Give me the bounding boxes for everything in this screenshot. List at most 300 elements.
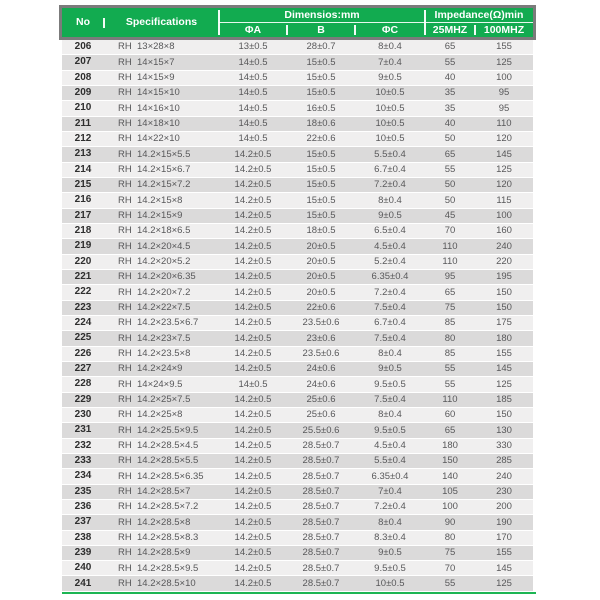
cell-impedance-25mhz: 85	[444, 317, 456, 329]
cell-phi-a: 14.2±0.5	[234, 439, 272, 451]
cell-impedance-25mhz: 110	[442, 256, 458, 267]
cell-b: 20±0.5	[306, 240, 336, 252]
cell-phi-c: 7.5±0.4	[374, 393, 406, 405]
table-row	[62, 224, 533, 239]
table-row	[62, 193, 533, 208]
cell-impedance-100mhz: 240	[496, 240, 512, 252]
cell-b: 28±0.7	[306, 41, 336, 53]
cell-impedance-100mhz: 120	[496, 133, 512, 145]
cell-specification: RH 14×16×10	[118, 102, 180, 114]
cell-b: 20±0.5	[306, 271, 336, 283]
cell-b: 28.5±0.7	[302, 516, 340, 528]
cell-phi-a: 14.2±0.5	[234, 347, 272, 359]
cell-impedance-100mhz: 95	[498, 87, 510, 99]
cell-phi-a: 14.2±0.5	[234, 271, 272, 283]
cell-impedance-100mhz: 155	[496, 41, 512, 53]
cell-specification: RH 14.2×28.5×8	[118, 516, 191, 528]
cell-phi-a: 14.2±0.5	[234, 455, 272, 467]
cell-impedance-100mhz: 125	[496, 56, 512, 68]
cell-phi-c: 9±0.5	[378, 363, 402, 375]
cell-impedance-100mhz: 230	[496, 485, 512, 497]
cell-phi-a: 14.2±0.5	[234, 301, 272, 313]
cell-b: 20±0.5	[306, 256, 336, 267]
cell-no: 227	[74, 363, 92, 375]
cell-no: 237	[74, 516, 92, 528]
table-row	[62, 178, 533, 193]
cell-specification: RH 14×18×10	[118, 118, 180, 130]
cell-specification: RH 14×15×10	[118, 87, 180, 99]
cell-phi-a: 14.2±0.5	[234, 164, 272, 176]
cell-phi-a: 14.2±0.5	[234, 210, 272, 222]
cell-b: 25±0.6	[306, 409, 336, 421]
table-body	[62, 40, 533, 592]
table-row	[62, 393, 533, 408]
cell-no: 208	[74, 71, 92, 83]
column-group-impedance: Impedance(Ω)min	[425, 8, 533, 23]
table-row	[62, 546, 533, 561]
table-row	[62, 270, 533, 285]
table-row	[62, 377, 533, 392]
column-header-no: No	[76, 16, 90, 29]
table-row	[62, 285, 533, 300]
cell-b: 18±0.5	[306, 225, 336, 237]
cell-impedance-100mhz: 145	[496, 363, 512, 375]
table-row	[62, 408, 533, 423]
cell-phi-a: 14.2±0.5	[234, 363, 272, 375]
cell-impedance-100mhz: 95	[498, 102, 510, 114]
cell-phi-a: 14.2±0.5	[234, 332, 272, 344]
cell-phi-c: 8±0.4	[378, 409, 402, 421]
cell-phi-c: 8±0.4	[378, 347, 402, 359]
cell-phi-a: 14±0.5	[238, 133, 268, 145]
cell-impedance-100mhz: 170	[496, 531, 512, 543]
cell-impedance-25mhz: 45	[444, 210, 456, 222]
cell-impedance-100mhz: 175	[496, 317, 512, 329]
cell-no: 213	[74, 148, 92, 160]
cell-phi-c: 7.5±0.4	[374, 301, 406, 313]
cell-no: 238	[74, 531, 92, 543]
table-row	[62, 531, 533, 546]
cell-no: 241	[74, 577, 92, 589]
cell-specification: RH 14.2×15×5.5	[118, 148, 191, 160]
cell-phi-a: 14.2±0.5	[234, 256, 272, 267]
table-row	[62, 255, 533, 270]
cell-b: 18±0.6	[306, 118, 336, 130]
cell-specification: RH 14.2×28.5×8.3	[118, 531, 199, 543]
cell-b: 28.5±0.7	[302, 455, 340, 467]
cell-impedance-100mhz: 125	[496, 577, 512, 589]
cell-specification: RH 14.2×28.5×4.5	[118, 439, 199, 451]
cell-impedance-25mhz: 50	[444, 179, 456, 191]
cell-impedance-25mhz: 70	[444, 225, 456, 237]
table-row	[62, 239, 533, 254]
cell-impedance-25mhz: 95	[444, 271, 456, 283]
table-row	[62, 423, 533, 438]
cell-specification: RH 14×22×10	[118, 133, 180, 145]
column-header-phi-a: ΦA	[244, 23, 262, 36]
cell-specification: RH 14.2×28.5×9	[118, 547, 191, 559]
cell-phi-a: 14.2±0.5	[234, 485, 272, 497]
cell-impedance-100mhz: 200	[496, 501, 512, 513]
table-row	[62, 362, 533, 377]
cell-impedance-100mhz: 145	[496, 562, 512, 574]
cell-impedance-25mhz: 140	[442, 470, 458, 482]
cell-impedance-100mhz: 150	[496, 286, 512, 298]
cell-no: 222	[74, 286, 92, 298]
cell-b: 25±0.6	[306, 393, 336, 405]
cell-impedance-100mhz: 100	[496, 210, 512, 222]
cell-phi-c: 6.7±0.4	[374, 164, 406, 176]
column-header-25mhz: 25MHZ	[432, 23, 468, 36]
cell-impedance-25mhz: 65	[444, 41, 456, 53]
cell-no: 209	[74, 87, 92, 99]
table-row	[62, 101, 533, 116]
cell-impedance-25mhz: 50	[444, 194, 456, 206]
cell-impedance-100mhz: 120	[496, 179, 512, 191]
cell-specification: RH 14.2×28.5×7.2	[118, 501, 199, 513]
cell-no: 207	[74, 56, 92, 68]
cell-no: 214	[74, 163, 92, 175]
cell-impedance-100mhz: 220	[496, 256, 512, 267]
cell-no: 234	[74, 470, 92, 482]
cell-phi-a: 14.2±0.5	[234, 577, 272, 589]
cell-phi-c: 9.5±0.5	[374, 378, 406, 390]
cell-phi-c: 10±0.5	[375, 102, 405, 114]
cell-phi-a: 14.2±0.5	[234, 409, 272, 421]
cell-phi-c: 10±0.5	[375, 133, 405, 145]
cell-b: 22±0.6	[306, 301, 336, 313]
cell-b: 28.5±0.7	[302, 547, 340, 559]
cell-impedance-100mhz: 110	[496, 118, 512, 130]
cell-no: 235	[74, 485, 92, 497]
table-row	[62, 71, 533, 86]
table-row	[62, 86, 533, 101]
cell-no: 210	[74, 102, 92, 114]
cell-phi-a: 14.2±0.5	[234, 393, 272, 405]
cell-impedance-25mhz: 55	[444, 56, 456, 68]
table-row	[62, 147, 533, 162]
cell-impedance-25mhz: 35	[444, 87, 456, 99]
cell-phi-c: 9±0.5	[378, 210, 402, 222]
cell-phi-c: 6.35±0.4	[371, 470, 409, 482]
cell-phi-a: 14±0.5	[238, 118, 268, 130]
cell-no: 236	[74, 501, 92, 512]
cell-b: 23.5±0.6	[302, 347, 340, 359]
cell-impedance-100mhz: 195	[496, 271, 512, 283]
bottom-accent-line	[62, 592, 536, 594]
cell-phi-c: 9.5±0.5	[374, 562, 406, 574]
cell-impedance-25mhz: 55	[444, 164, 456, 176]
cell-impedance-25mhz: 35	[444, 102, 456, 114]
table-row	[62, 347, 533, 362]
cell-b: 24±0.6	[306, 363, 336, 375]
table-row	[62, 163, 533, 178]
table-row	[62, 117, 533, 132]
cell-no: 223	[74, 301, 92, 313]
cell-specification: RH 14.2×23.5×6.7	[118, 317, 199, 329]
cell-impedance-25mhz: 65	[444, 286, 456, 298]
cell-b: 28.5±0.7	[302, 470, 340, 482]
cell-no: 230	[74, 409, 92, 421]
cell-phi-c: 8±0.4	[378, 516, 402, 528]
cell-no: 232	[74, 439, 92, 451]
cell-phi-c: 4.5±0.4	[374, 240, 406, 252]
table-row	[62, 561, 533, 576]
cell-impedance-25mhz: 110	[442, 240, 458, 252]
cell-phi-c: 5.5±0.4	[374, 455, 406, 467]
cell-impedance-25mhz: 80	[444, 332, 456, 344]
column-header-100mhz: 100MHZ	[475, 23, 533, 37]
cell-b: 15±0.5	[306, 194, 336, 206]
cell-impedance-25mhz: 70	[444, 562, 456, 574]
cell-phi-c: 9±0.5	[378, 72, 402, 84]
table-row	[62, 331, 533, 346]
cell-specification: RH 13×28×8	[118, 41, 175, 53]
cell-no: 226	[74, 347, 92, 359]
cell-impedance-25mhz: 50	[444, 133, 456, 145]
cell-b: 23.5±0.6	[302, 317, 340, 329]
cell-b: 23±0.6	[306, 332, 336, 344]
cell-b: 22±0.6	[306, 133, 336, 145]
cell-specification: RH 14.2×18×6.5	[118, 225, 191, 237]
cell-impedance-25mhz: 60	[444, 409, 456, 421]
cell-phi-c: 7.5±0.4	[374, 332, 406, 344]
cell-phi-c: 5.2±0.4	[374, 256, 406, 267]
cell-impedance-25mhz: 75	[444, 301, 456, 313]
cell-b: 20±0.5	[306, 286, 336, 298]
cell-phi-a: 14.2±0.5	[234, 547, 272, 559]
cell-b: 15±0.5	[306, 148, 336, 160]
cell-specification: RH 14.2×23×7.5	[118, 332, 191, 344]
table-row	[62, 576, 533, 591]
cell-phi-c: 8±0.4	[378, 194, 402, 206]
cell-no: 239	[74, 546, 92, 558]
cell-phi-c: 10±0.5	[375, 118, 405, 130]
cell-b: 24±0.6	[306, 378, 336, 390]
cell-phi-a: 14±0.5	[238, 56, 268, 68]
cell-no: 216	[74, 194, 92, 206]
cell-impedance-100mhz: 125	[496, 164, 512, 176]
cell-impedance-25mhz: 55	[444, 577, 456, 589]
cell-no: 228	[74, 378, 92, 390]
cell-phi-a: 14.2±0.5	[234, 562, 272, 574]
cell-specification: RH 14.2×20×4.5	[118, 240, 191, 252]
cell-phi-c: 10±0.5	[375, 87, 405, 99]
cell-phi-a: 14.2±0.5	[234, 424, 272, 436]
cell-specification: RH 14×15×7	[118, 56, 175, 68]
cell-specification: RH 14.2×15×6.7	[118, 164, 191, 176]
cell-b: 28.5±0.7	[302, 562, 340, 574]
cell-b: 28.5±0.7	[302, 531, 340, 543]
cell-impedance-100mhz: 155	[496, 347, 512, 359]
table-row	[62, 316, 533, 331]
cell-no: 220	[74, 255, 92, 267]
cell-impedance-25mhz: 75	[444, 547, 456, 559]
column-group-dimensions: Dimensios:mm	[219, 8, 425, 23]
cell-impedance-100mhz: 180	[496, 332, 512, 344]
cell-impedance-25mhz: 100	[442, 501, 458, 513]
cell-specification: RH 14.2×25×8	[118, 409, 183, 421]
table-row	[62, 301, 533, 316]
cell-b: 15±0.5	[306, 87, 336, 99]
cell-phi-a: 14.2±0.5	[234, 516, 272, 528]
cell-phi-a: 14±0.5	[238, 378, 268, 390]
cell-phi-c: 6.5±0.4	[374, 225, 406, 237]
cell-specification: RH 14.2×22×7.5	[118, 301, 191, 313]
cell-b: 28.5±0.7	[302, 485, 340, 497]
cell-impedance-25mhz: 80	[444, 531, 456, 543]
table-row	[62, 469, 533, 484]
cell-specification: RH 14.2×20×7.2	[118, 286, 191, 298]
cell-impedance-100mhz: 240	[496, 470, 512, 482]
cell-impedance-25mhz: 85	[444, 347, 456, 359]
table-row	[62, 40, 533, 55]
cell-phi-a: 14.2±0.5	[234, 286, 272, 298]
cell-b: 28.5±0.7	[302, 439, 340, 451]
cell-impedance-100mhz: 100	[496, 72, 512, 84]
table-row	[62, 485, 533, 500]
cell-no: 212	[74, 133, 92, 145]
cell-impedance-100mhz: 285	[496, 455, 512, 467]
cell-specification: RH 14.2×20×5.2	[118, 256, 191, 267]
cell-impedance-100mhz: 150	[496, 301, 512, 313]
cell-b: 15±0.5	[306, 164, 336, 176]
cell-phi-c: 4.5±0.4	[374, 439, 406, 451]
cell-no: 211	[74, 117, 92, 129]
cell-impedance-100mhz: 115	[496, 194, 512, 206]
cell-no: 233	[74, 455, 92, 467]
cell-no: 224	[74, 317, 92, 329]
cell-phi-c: 7±0.4	[378, 56, 402, 68]
cell-specification: RH 14.2×28.5×5.5	[118, 455, 199, 467]
table-header	[59, 5, 536, 40]
cell-phi-c: 7.2±0.4	[374, 501, 406, 513]
cell-phi-a: 14.2±0.5	[234, 501, 272, 513]
cell-phi-a: 14.2±0.5	[234, 148, 272, 160]
cell-phi-c: 8.3±0.4	[374, 531, 406, 543]
cell-specification: RH 14.2×20×6.35	[118, 271, 196, 283]
cell-impedance-100mhz: 130	[496, 424, 512, 436]
cell-specification: RH 14.2×28.5×10	[118, 577, 196, 589]
cell-impedance-25mhz: 65	[444, 148, 456, 160]
column-header-phi-c: ΦC	[355, 23, 425, 37]
cell-phi-a: 14.2±0.5	[234, 317, 272, 329]
cell-specification: RH 14×24×9.5	[118, 378, 183, 390]
table-row	[62, 454, 533, 469]
cell-impedance-25mhz: 65	[444, 424, 456, 436]
cell-specification: RH 14.2×15×8	[118, 194, 183, 206]
table-row	[62, 55, 533, 70]
cell-phi-c: 7±0.4	[378, 485, 402, 497]
cell-impedance-100mhz: 160	[496, 225, 512, 237]
cell-phi-c: 9±0.5	[378, 547, 402, 559]
cell-impedance-100mhz: 145	[496, 148, 512, 160]
cell-no: 219	[74, 240, 92, 252]
table-row	[62, 500, 533, 515]
cell-phi-a: 14±0.5	[238, 102, 268, 114]
cell-impedance-25mhz: 180	[442, 439, 458, 451]
cell-phi-a: 14.2±0.5	[234, 194, 272, 206]
cell-phi-c: 6.7±0.4	[374, 317, 406, 329]
cell-phi-a: 13±0.5	[238, 41, 268, 53]
cell-phi-a: 14.2±0.5	[234, 531, 272, 543]
cell-phi-c: 7.2±0.4	[374, 179, 406, 191]
table-row	[62, 439, 533, 454]
cell-impedance-25mhz: 90	[444, 516, 456, 528]
cell-phi-a: 14.2±0.5	[234, 225, 272, 237]
cell-impedance-25mhz: 55	[444, 378, 456, 390]
cell-phi-a: 14.2±0.5	[234, 240, 272, 252]
table-row	[62, 132, 533, 147]
cell-impedance-25mhz: 110	[442, 393, 458, 405]
cell-impedance-100mhz: 185	[496, 393, 512, 405]
cell-b: 25.5±0.6	[302, 424, 340, 436]
cell-b: 15±0.5	[306, 72, 336, 84]
cell-b: 28.5±0.7	[302, 501, 340, 513]
cell-impedance-100mhz: 190	[496, 516, 512, 528]
cell-specification: RH 14.2×15×9	[118, 210, 183, 222]
cell-phi-a: 14.2±0.5	[234, 179, 272, 191]
cell-phi-c: 9.5±0.5	[374, 424, 406, 436]
cell-impedance-100mhz: 155	[496, 547, 512, 559]
cell-b: 15±0.5	[306, 179, 336, 191]
cell-b: 16±0.5	[306, 102, 336, 114]
cell-specification: RH 14.2×25×7.5	[118, 393, 191, 405]
cell-impedance-100mhz: 125	[496, 378, 512, 390]
cell-impedance-100mhz: 330	[496, 439, 512, 451]
cell-specification: RH 14.2×23.5×8	[118, 347, 191, 359]
cell-no: 231	[74, 424, 92, 436]
cell-no: 218	[74, 225, 92, 237]
cell-no: 217	[74, 209, 92, 221]
cell-b: 28.5±0.7	[302, 577, 340, 589]
cell-no: 240	[74, 562, 92, 574]
cell-specification: RH 14.2×28.5×6.35	[118, 470, 204, 482]
cell-b: 15±0.5	[306, 56, 336, 68]
cell-specification: RH 14×15×9	[118, 72, 175, 84]
cell-impedance-25mhz: 150	[442, 455, 458, 467]
cell-impedance-100mhz: 150	[496, 409, 512, 421]
cell-specification: RH 14.2×24×9	[118, 363, 183, 375]
cell-no: 225	[74, 332, 92, 344]
cell-phi-c: 6.35±0.4	[371, 271, 409, 283]
cell-impedance-25mhz: 55	[444, 363, 456, 375]
cell-phi-c: 5.5±0.4	[374, 148, 406, 160]
cell-b: 15±0.5	[306, 210, 336, 222]
cell-specification: RH 14.2×28.5×7	[118, 485, 191, 497]
cell-specification: RH 14.2×15×7.2	[118, 179, 191, 191]
cell-no: 215	[74, 179, 92, 191]
column-header-b: B	[287, 23, 355, 37]
cell-phi-c: 8±0.4	[378, 41, 402, 53]
cell-impedance-25mhz: 105	[442, 485, 458, 497]
cell-phi-a: 14±0.5	[238, 87, 268, 99]
cell-impedance-25mhz: 40	[444, 118, 456, 130]
cell-phi-c: 10±0.5	[375, 577, 405, 589]
cell-phi-a: 14.2±0.5	[234, 470, 272, 482]
cell-no: 221	[74, 271, 92, 283]
cell-no: 206	[74, 41, 92, 53]
cell-specification: RH 14.2×25.5×9.5	[118, 424, 199, 436]
table-row	[62, 209, 533, 224]
table-row	[62, 515, 533, 530]
cell-phi-c: 7.2±0.4	[374, 286, 406, 298]
cell-no: 229	[74, 393, 92, 405]
cell-specification: RH 14.2×28.5×9.5	[118, 562, 199, 574]
cell-phi-a: 14±0.5	[238, 72, 268, 84]
cell-impedance-25mhz: 40	[444, 72, 456, 84]
column-header-specifications: Specifications	[104, 8, 219, 37]
